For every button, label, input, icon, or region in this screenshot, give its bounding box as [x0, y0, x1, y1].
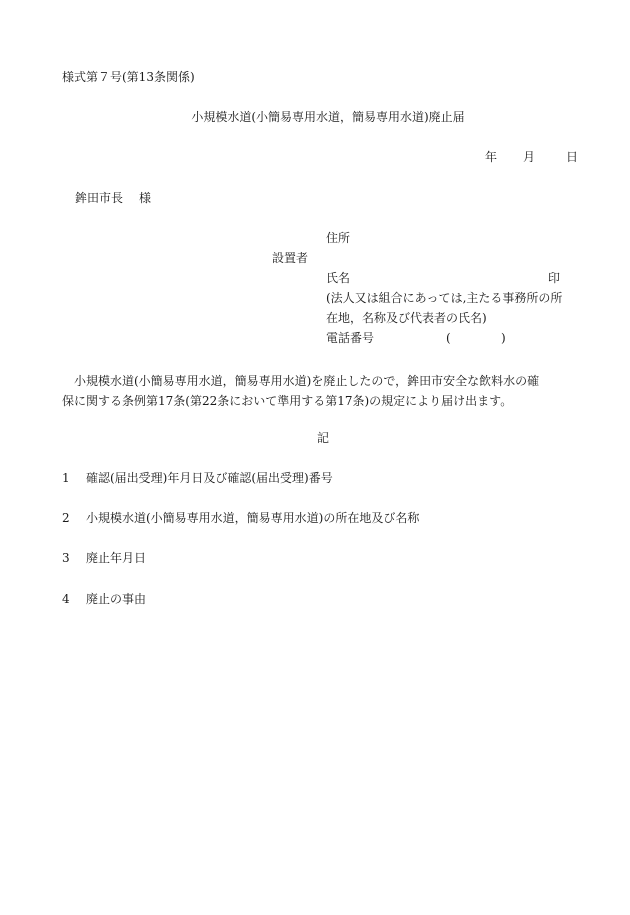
list-item-text: 廃止の事由 — [86, 592, 147, 606]
date-month-label: 月 — [523, 150, 536, 164]
recipient-name: 鉾田市長 — [75, 191, 124, 205]
list-item-number: 3 — [62, 551, 70, 565]
list-item — [62, 471, 333, 485]
list-item-number: 2 — [62, 511, 70, 525]
corporate-note-line2: 在地，名称及び代表者の氏名) — [326, 311, 487, 325]
installer-label: 設置者 — [272, 251, 309, 265]
phone-label: 電話番号 — [326, 331, 375, 345]
date-day-label: 日 — [566, 150, 579, 164]
form-number: 様式第７号(第13条関係) — [62, 70, 195, 84]
date-line — [485, 150, 578, 164]
corporate-note-line1: (法人又は組合にあっては,主たる事務所の所 — [326, 291, 563, 305]
phone-open-paren: ( — [446, 331, 451, 345]
list-item-number: 1 — [62, 471, 70, 485]
list-item-text: 廃止年月日 — [86, 551, 147, 565]
date-year-label: 年 — [485, 150, 498, 164]
address-label: 住所 — [326, 231, 351, 245]
phone-close-paren: ) — [501, 331, 506, 345]
list-item-number: 4 — [62, 592, 70, 606]
body-paragraph — [62, 371, 582, 411]
recipient — [75, 191, 151, 205]
body-line-1: 小規模水道(小簡易専用水道，簡易専用水道)を廃止したので，鉾田市安全な飲料水の確 — [74, 374, 540, 388]
ki-heading: 記 — [316, 431, 329, 445]
recipient-honorific: 様 — [139, 191, 152, 205]
document-title: 小規模水道(小簡易専用水道，簡易専用水道)廃止届 — [191, 110, 465, 124]
list-item — [62, 592, 146, 606]
name-label: 氏名 — [326, 271, 351, 285]
body-line-2: 保に関する条例第17条(第22条において準用する第17条)の規定により届け出ます。 — [62, 394, 513, 408]
list-item-text: 小規模水道(小簡易専用水道，簡易専用水道)の所在地及び名称 — [86, 511, 420, 525]
seal-mark: 印 — [548, 271, 561, 285]
list-item — [62, 511, 419, 525]
list-item — [62, 551, 146, 565]
list-item-text: 確認(届出受理)年月日及び確認(届出受理)番号 — [86, 471, 333, 485]
